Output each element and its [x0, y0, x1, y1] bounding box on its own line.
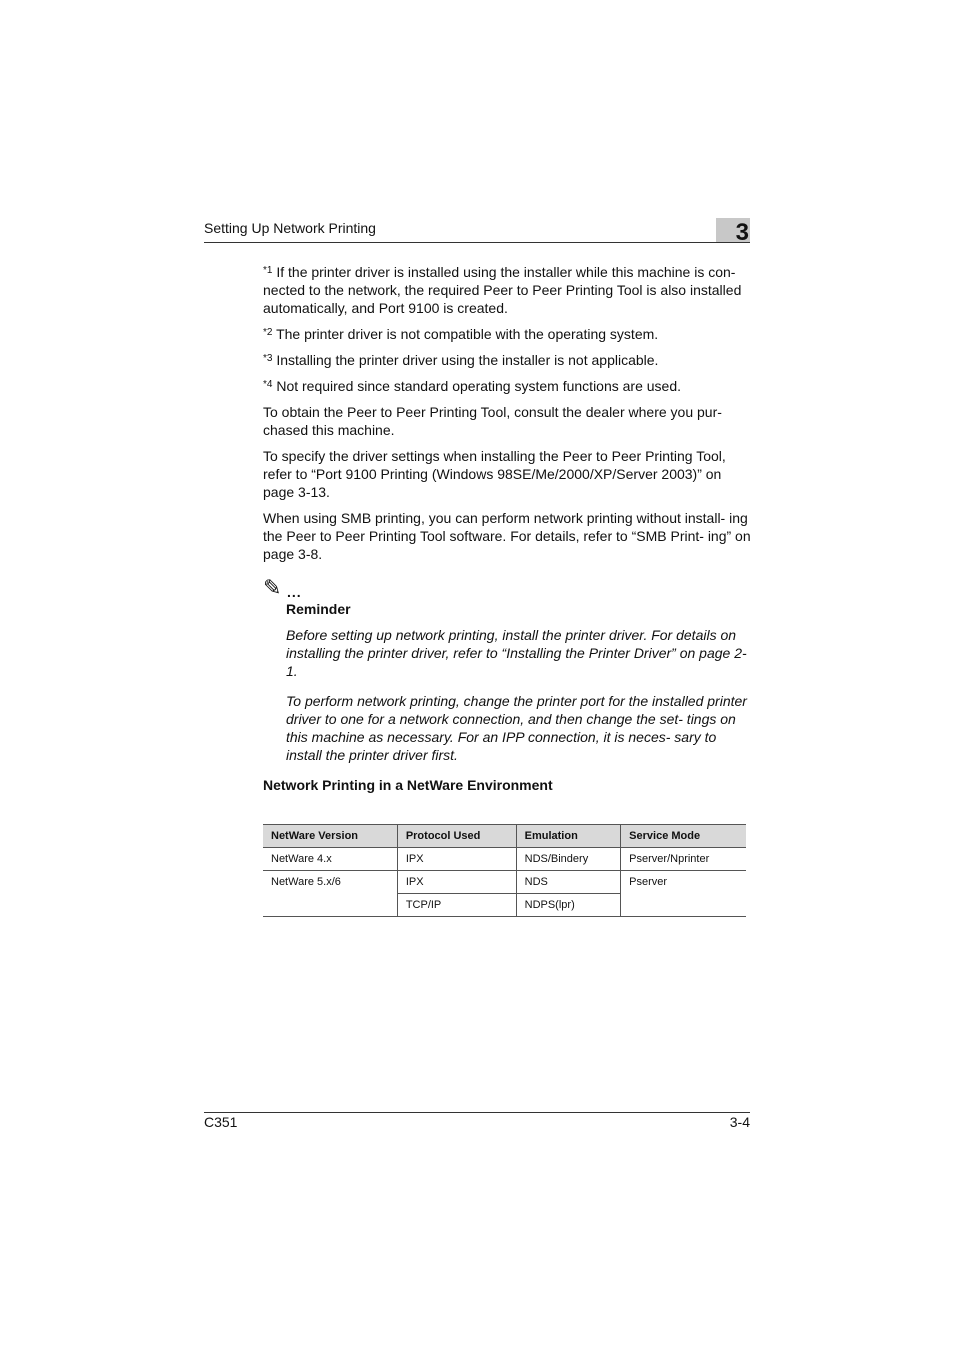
footnote-text: Not required since standard operating system functions are used.	[272, 378, 682, 394]
footnote-mark: *1	[263, 265, 273, 276]
reminder-box	[263, 575, 751, 764]
table-header-row	[263, 825, 746, 848]
footer-page-number: 3-4	[729, 1114, 750, 1130]
reminder-text: To perform network printing, change the printer port for the installed printer driver to one for a network connection, and then change the set- tings on this machine as necessary. For an IPP connection, it is neces- sary to install the printer driver first.	[286, 693, 747, 763]
page-content	[263, 263, 751, 802]
table-cell: IPX	[397, 848, 516, 871]
reminder-text: Before setting up network printing, install the printer driver. For details on installing the printer driver, refer to “Installing the Printer Driver” on page 2-1.	[286, 627, 747, 679]
footer-model: C351	[204, 1114, 238, 1130]
table-cell: NDPS(lpr)	[516, 894, 621, 917]
footnote-text: If the printer driver is installed using the installer while this machine is con- nected to the network, the required Peer to Peer Printing Tool is also installed automatically, and Port 9100 is created.	[263, 264, 742, 316]
running-header: Setting Up Network Printing	[204, 220, 376, 236]
footnote-mark: *2	[263, 327, 273, 338]
column-header: NetWare Version	[263, 825, 397, 848]
footnote-mark: *3	[263, 353, 273, 364]
reminder-dots: ...	[287, 584, 302, 600]
column-header: Emulation	[516, 825, 621, 848]
table-cell: TCP/IP	[397, 894, 516, 917]
body-paragraph: To specify the driver settings when installing the Peer to Peer Printing Tool, refer to “Port 9100 Printing (Windows 98SE/Me/2000/XP/Server 2003)” on page 3-13.	[263, 448, 726, 500]
footnote-3	[263, 351, 751, 369]
footnote-4	[263, 377, 751, 395]
section-heading: Network Printing in a NetWare Environment	[263, 777, 553, 793]
body-paragraph: When using SMB printing, you can perform network printing without install- ing the Peer to Peer Printing Tool software. For details, refer to “SMB Print- ing” on page 3-8.	[263, 510, 751, 562]
column-header: Protocol Used	[397, 825, 516, 848]
body-paragraph: To obtain the Peer to Peer Printing Tool, consult the dealer where you pur- chased this machine.	[263, 404, 722, 438]
footer-rule	[204, 1112, 750, 1113]
footnote-text: Installing the printer driver using the installer is not applicable.	[272, 352, 659, 368]
header-rule	[204, 242, 750, 243]
table-cell: Pserver/Nprinter	[621, 848, 746, 871]
table-cell: IPX	[397, 871, 516, 894]
column-header: Service Mode	[621, 825, 746, 848]
table-row	[263, 871, 746, 894]
table-cell: NetWare 4.x	[263, 848, 397, 871]
table-cell: NetWare 5.x/6	[263, 871, 397, 917]
footnote-text: The printer driver is not compatible with the operating system.	[272, 326, 659, 342]
pencil-icon: ✎	[263, 575, 282, 600]
table-cell: NDS/Bindery	[516, 848, 621, 871]
footnote-2	[263, 325, 751, 343]
netware-table	[263, 824, 746, 917]
table-row	[263, 848, 746, 871]
chapter-number: 3	[735, 219, 749, 242]
table-cell: NDS	[516, 871, 621, 894]
chapter-number-tab	[716, 218, 750, 242]
footnote-mark: *4	[263, 379, 273, 390]
table-cell: Pserver	[621, 871, 746, 917]
footnote-1	[263, 263, 751, 317]
reminder-label: Reminder	[286, 601, 351, 617]
